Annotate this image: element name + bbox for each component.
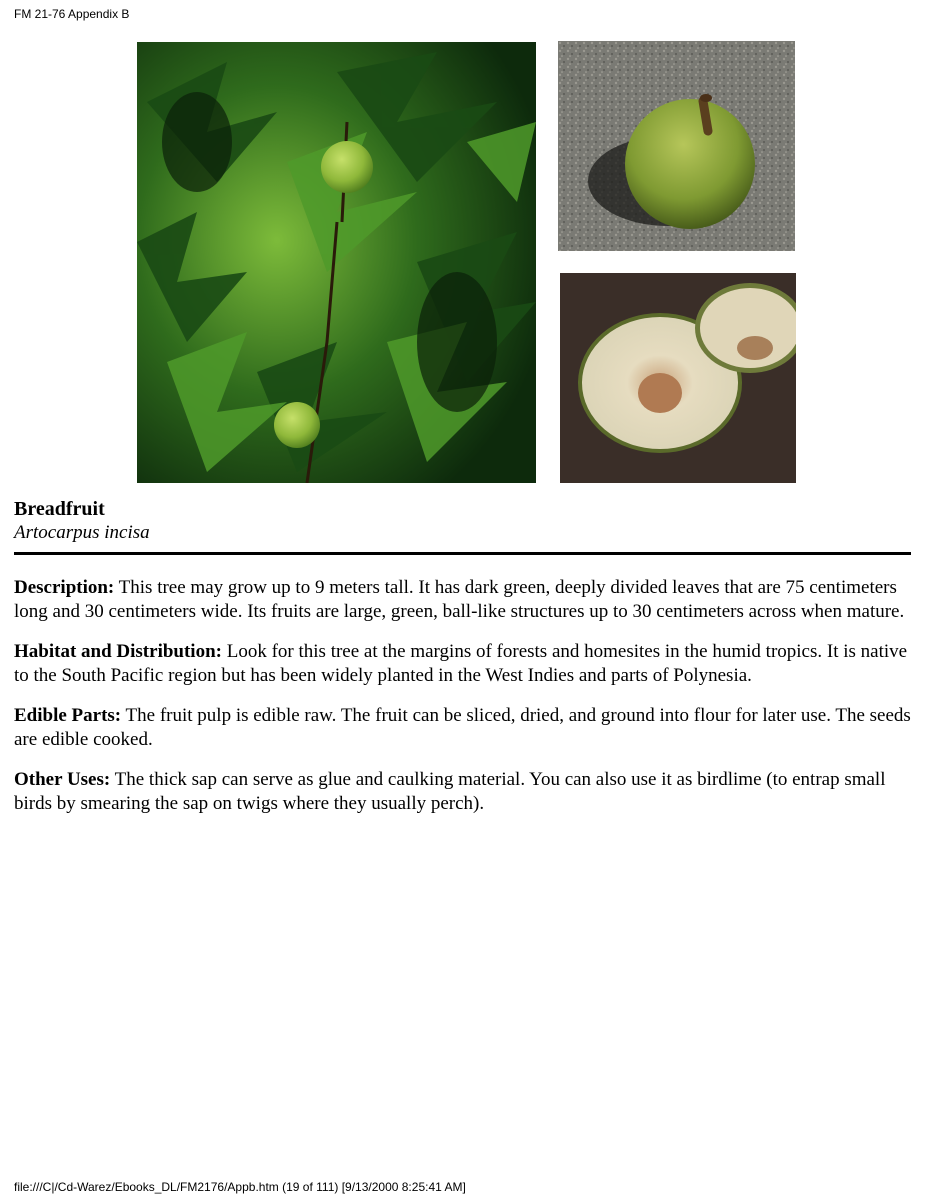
page-footer: file:///C|/Cd-Warez/Ebooks_DL/FM2176/Appb.htm (19 of 111) [9/13/2000 8:25:41 AM]	[14, 1180, 466, 1194]
other-uses-heading: Other Uses:	[14, 769, 111, 790]
description-heading: Description:	[14, 577, 115, 598]
edible-parts-paragraph	[14, 704, 914, 752]
other-uses-text: The thick sap can serve as glue and caulking material. You can also use it as birdlime (to entrap small birds by smearing the sap on twigs where they usually perch).	[14, 769, 886, 814]
plant-details	[14, 576, 914, 832]
description-text: This tree may grow up to 9 meters tall. It has dark green, deeply divided leaves that are 75 centimeters long and 30 centimeters wide. Its fruits are large, green, ball-like structures up to 30 centimeters across when mature.	[14, 577, 905, 622]
breadfruit-whole-photo	[558, 41, 795, 251]
breadfruit-tree-photo	[137, 42, 536, 483]
page-header: FM 21-76 Appendix B	[14, 7, 130, 21]
habitat-heading: Habitat and Distribution:	[14, 641, 222, 662]
scientific-name: Artocarpus incisa	[14, 522, 150, 543]
common-name: Breadfruit	[14, 498, 105, 520]
description-paragraph	[14, 576, 914, 624]
habitat-text: Look for this tree at the margins of forests and homesites in the humid tropics. It is native to the South Pacific region but has been widely planted in the West Indies and parts of Polynesia.	[14, 641, 908, 686]
edible-parts-heading: Edible Parts:	[14, 705, 122, 726]
other-uses-paragraph	[14, 768, 914, 816]
edible-parts-text: The fruit pulp is edible raw. The fruit can be sliced, dried, and ground into flour for later use. The seeds are edible cooked.	[14, 705, 911, 750]
breadfruit-halved-photo	[560, 273, 796, 483]
section-divider	[14, 552, 911, 555]
habitat-paragraph	[14, 640, 914, 688]
